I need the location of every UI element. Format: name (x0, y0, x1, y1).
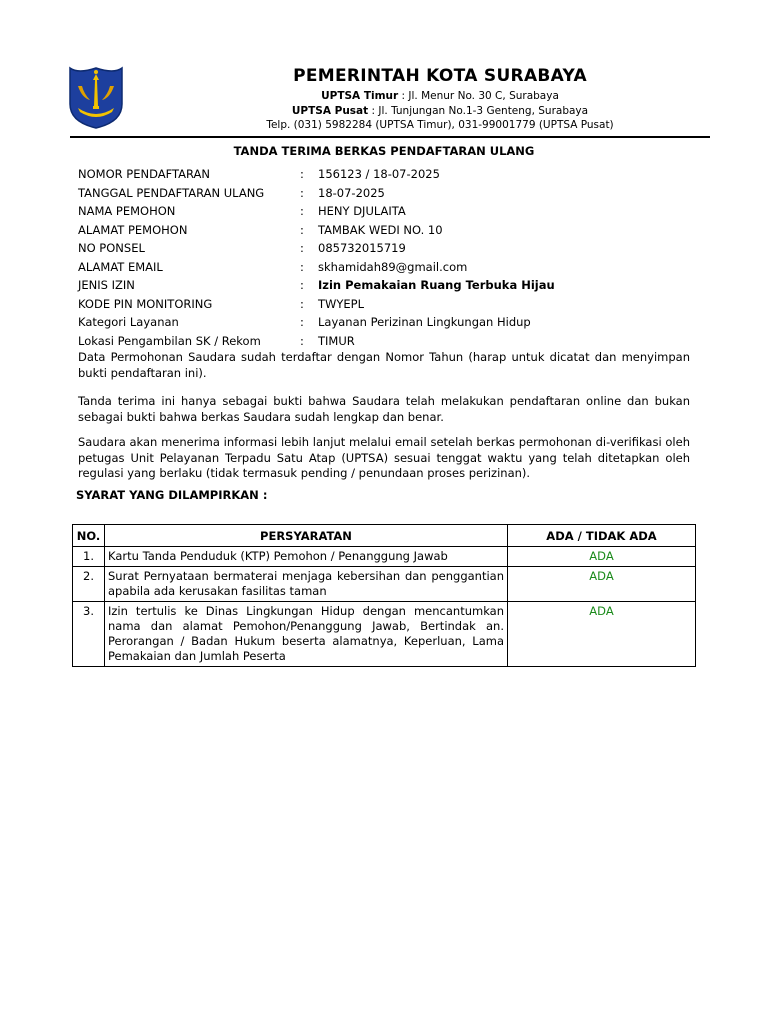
field-row (78, 332, 698, 351)
address-uptsa-timur (230, 89, 650, 104)
address-uptsa-pusat (230, 104, 650, 119)
requirement-status: ADA (508, 547, 696, 567)
table-row (73, 567, 696, 602)
column-header-persyaratan: PERSYARATAN (105, 525, 508, 547)
field-value: Izin Pemakaian Ruang Terbuka Hijau (318, 278, 555, 293)
field-value: HENY DJULAITA (318, 204, 406, 219)
uptsa-pusat-address: : Jl. Tunjungan No.1-3 Genteng, Surabaya (368, 104, 589, 117)
field-row (78, 221, 698, 240)
field-label: Lokasi Pengambilan SK / Rekom (78, 333, 261, 348)
letterhead (230, 66, 650, 133)
notice-paragraph-email: Saudara akan menerima informasi lebih lanjut melalui email setelah berkas permohonan di-verifikasi oleh petugas Unit Pelayanan Terpadu Satu Atap (UPTSA) sesuai tenggat waktu yang telah ditetapkan oleh regulasi yang berlaku (tidak termasuk pending / penundaan proses perizinan). (78, 435, 690, 480)
field-colon: : (300, 204, 304, 219)
field-label: TANGGAL PENDAFTARAN ULANG (78, 185, 265, 200)
table-row (73, 547, 696, 567)
field-label: JENIS IZIN (78, 278, 135, 293)
field-value: 18-07-2025 (318, 185, 385, 200)
field-label: NOMOR PENDAFTARAN (78, 167, 211, 182)
requirements-heading: SYARAT YANG DILAMPIRKAN : (76, 488, 268, 502)
notice-paragraph-receipt: Tanda terima ini hanya sebagai bukti bahwa Saudara telah melakukan pendaftaran online dan bukan sebagai bukti bahwa berkas Saudara sudah lengkap dan benar. (78, 394, 690, 424)
field-label: ALAMAT EMAIL (78, 259, 163, 274)
field-colon: : (300, 167, 304, 182)
telephone-line: Telp. (031) 5982284 (UPTSA Timur), 031-99001779 (UPTSA Pusat) (266, 119, 614, 131)
requirement-description: Surat Pernyataan bermaterai menjaga kebersihan dan penggantian apabila ada kerusakan fasilitas taman (105, 567, 508, 602)
document-title: TANDA TERIMA BERKAS PENDAFTARAN ULANG (233, 144, 535, 158)
row-number: 2. (73, 567, 105, 602)
requirement-status: ADA (508, 567, 696, 602)
field-row (78, 239, 698, 258)
field-row (78, 276, 698, 295)
uptsa-timur-label: UPTSA Timur (321, 90, 399, 102)
field-label: NAMA PEMOHON (78, 204, 176, 219)
page-title: PEMERINTAH KOTA SURABAYA (293, 66, 587, 86)
field-colon: : (300, 222, 304, 237)
uptsa-pusat-label: UPTSA Pusat (291, 104, 369, 117)
column-header-status: ADA / TIDAK ADA (508, 525, 696, 547)
field-row (78, 258, 698, 277)
uptsa-timur-address: : Jl. Menur No. 30 C, Surabaya (398, 90, 559, 102)
header-divider (70, 136, 710, 138)
table-row (73, 602, 696, 667)
field-row (78, 295, 698, 314)
field-value: TWYEPL (318, 296, 365, 311)
requirement-description: Kartu Tanda Penduduk (KTP) Pemohon / Penanggung Jawab (105, 547, 508, 567)
column-header-no: NO. (73, 525, 105, 547)
field-colon: : (300, 315, 304, 330)
registration-details (78, 165, 698, 350)
field-label: KODE PIN MONITORING (78, 296, 213, 311)
field-row (78, 165, 698, 184)
field-colon: : (300, 278, 304, 293)
field-row (78, 184, 698, 203)
requirement-status: ADA (508, 602, 696, 667)
row-number: 1. (73, 547, 105, 567)
field-value: 085732015719 (318, 241, 406, 256)
field-colon: : (300, 296, 304, 311)
field-row (78, 202, 698, 221)
field-value: skhamidah89@gmail.com (318, 259, 468, 274)
field-colon: : (300, 241, 304, 256)
field-row (78, 313, 698, 332)
table-header-row (73, 525, 696, 547)
field-value: TIMUR (318, 333, 355, 348)
notice-paragraph-registration: Data Permohonan Saudara sudah terdaftar dengan Nomor Tahun (harap untuk dicatat dan menyimpan bukti pendaftaran ini). (78, 350, 690, 380)
field-value: TAMBAK WEDI NO. 10 (318, 222, 443, 237)
field-value: 156123 / 18-07-2025 (318, 167, 440, 182)
field-colon: : (300, 333, 304, 348)
field-label: NO PONSEL (78, 241, 145, 256)
field-value: Layanan Perizinan Lingkungan Hidup (318, 315, 531, 330)
requirement-description: Izin tertulis ke Dinas Lingkungan Hidup dengan mencantumkan nama dan alamat Pemohon/Penanggung Jawab, Bertindak an. Perorangan / Badan Hukum beserta alamatnya, Keperluan, Lama Pemakaian dan Jumlah Peserta (105, 602, 508, 667)
field-colon: : (300, 259, 304, 274)
row-number: 3. (73, 602, 105, 667)
field-label: Kategori Layanan (78, 315, 179, 330)
field-colon: : (300, 185, 304, 200)
field-label: ALAMAT PEMOHON (78, 222, 188, 237)
requirements-table (72, 524, 696, 667)
surabaya-crest-icon (66, 64, 126, 130)
